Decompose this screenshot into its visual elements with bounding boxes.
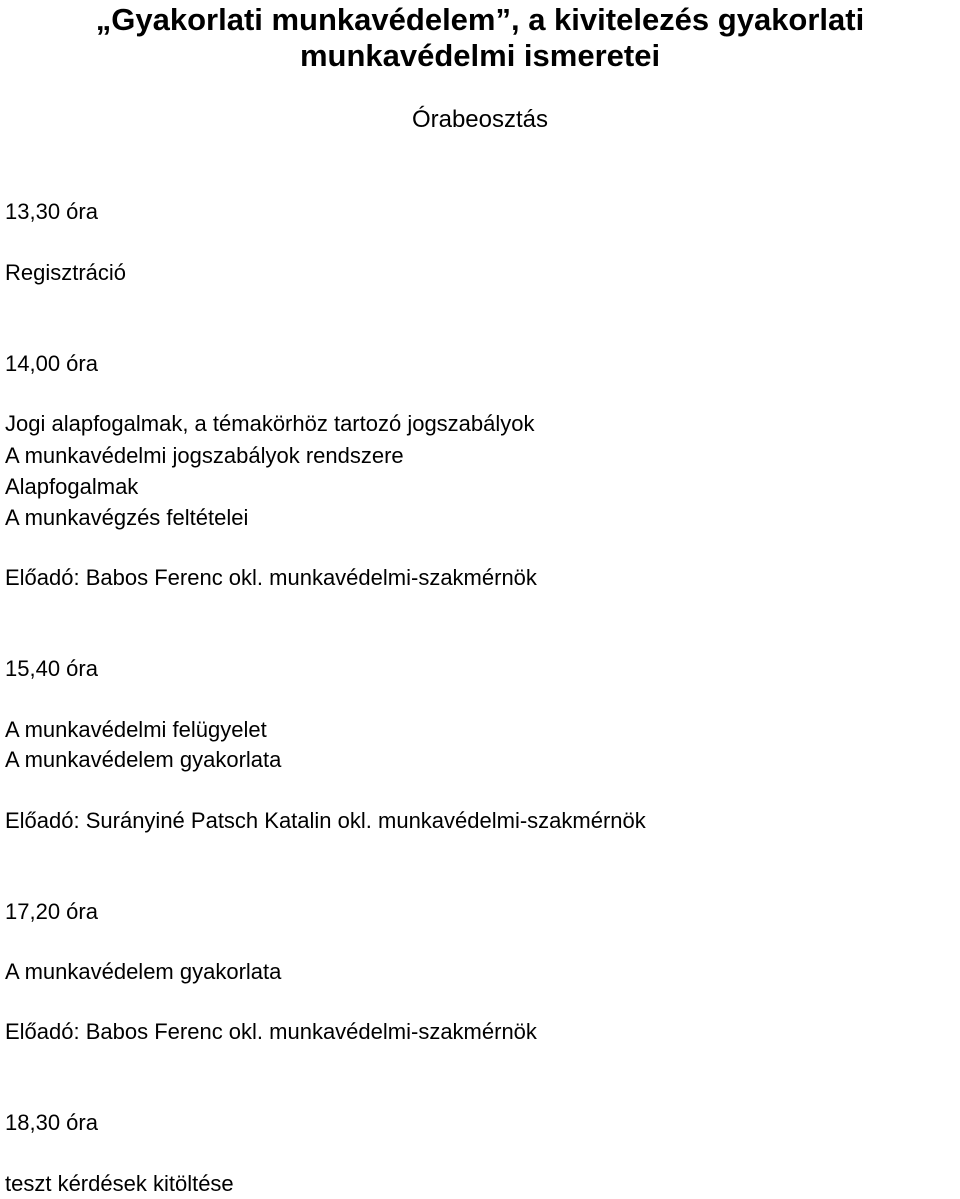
session-presenter: Előadó: Babos Ferenc okl. munkavédelmi-szakmérnök <box>5 1019 537 1044</box>
session-presenter: Előadó: Surányiné Patsch Katalin okl. munkavédelmi-szakmérnök <box>5 808 646 833</box>
session-time: 15,40 óra <box>5 656 98 681</box>
session-topic: A munkavédelmi felügyelet <box>5 717 267 742</box>
session-topic: teszt kérdések kitöltése <box>5 1171 234 1196</box>
session-topic: Regisztráció <box>5 260 127 285</box>
session-topic: A munkavédelem gyakorlata <box>5 959 282 984</box>
document-title-line-2: munkavédelmi ismeretei <box>299 38 661 73</box>
schedule-heading: Órabeosztás <box>411 106 549 133</box>
session-presenter: Előadó: Babos Ferenc okl. munkavédelmi-szakmérnök <box>5 565 537 590</box>
session-time: 13,30 óra <box>5 199 98 224</box>
session-topic: A munkavédelmi jogszabályok rendszere <box>5 443 404 468</box>
session-time: 14,00 óra <box>5 351 98 376</box>
session-topic: Jogi alapfogalmak, a témakörhöz tartozó jogszabályok <box>5 411 535 436</box>
document-title-line-1: „Gyakorlati munkavédelem”, a kivitelezés gyakorlati <box>95 2 865 37</box>
session-topic: A munkavédelem gyakorlata <box>5 747 282 772</box>
session-time: 18,30 óra <box>5 1110 98 1135</box>
session-topic: A munkavégzés feltételei <box>5 505 249 530</box>
session-time: 17,20 óra <box>5 899 98 924</box>
session-topic: Alapfogalmak <box>5 474 139 499</box>
